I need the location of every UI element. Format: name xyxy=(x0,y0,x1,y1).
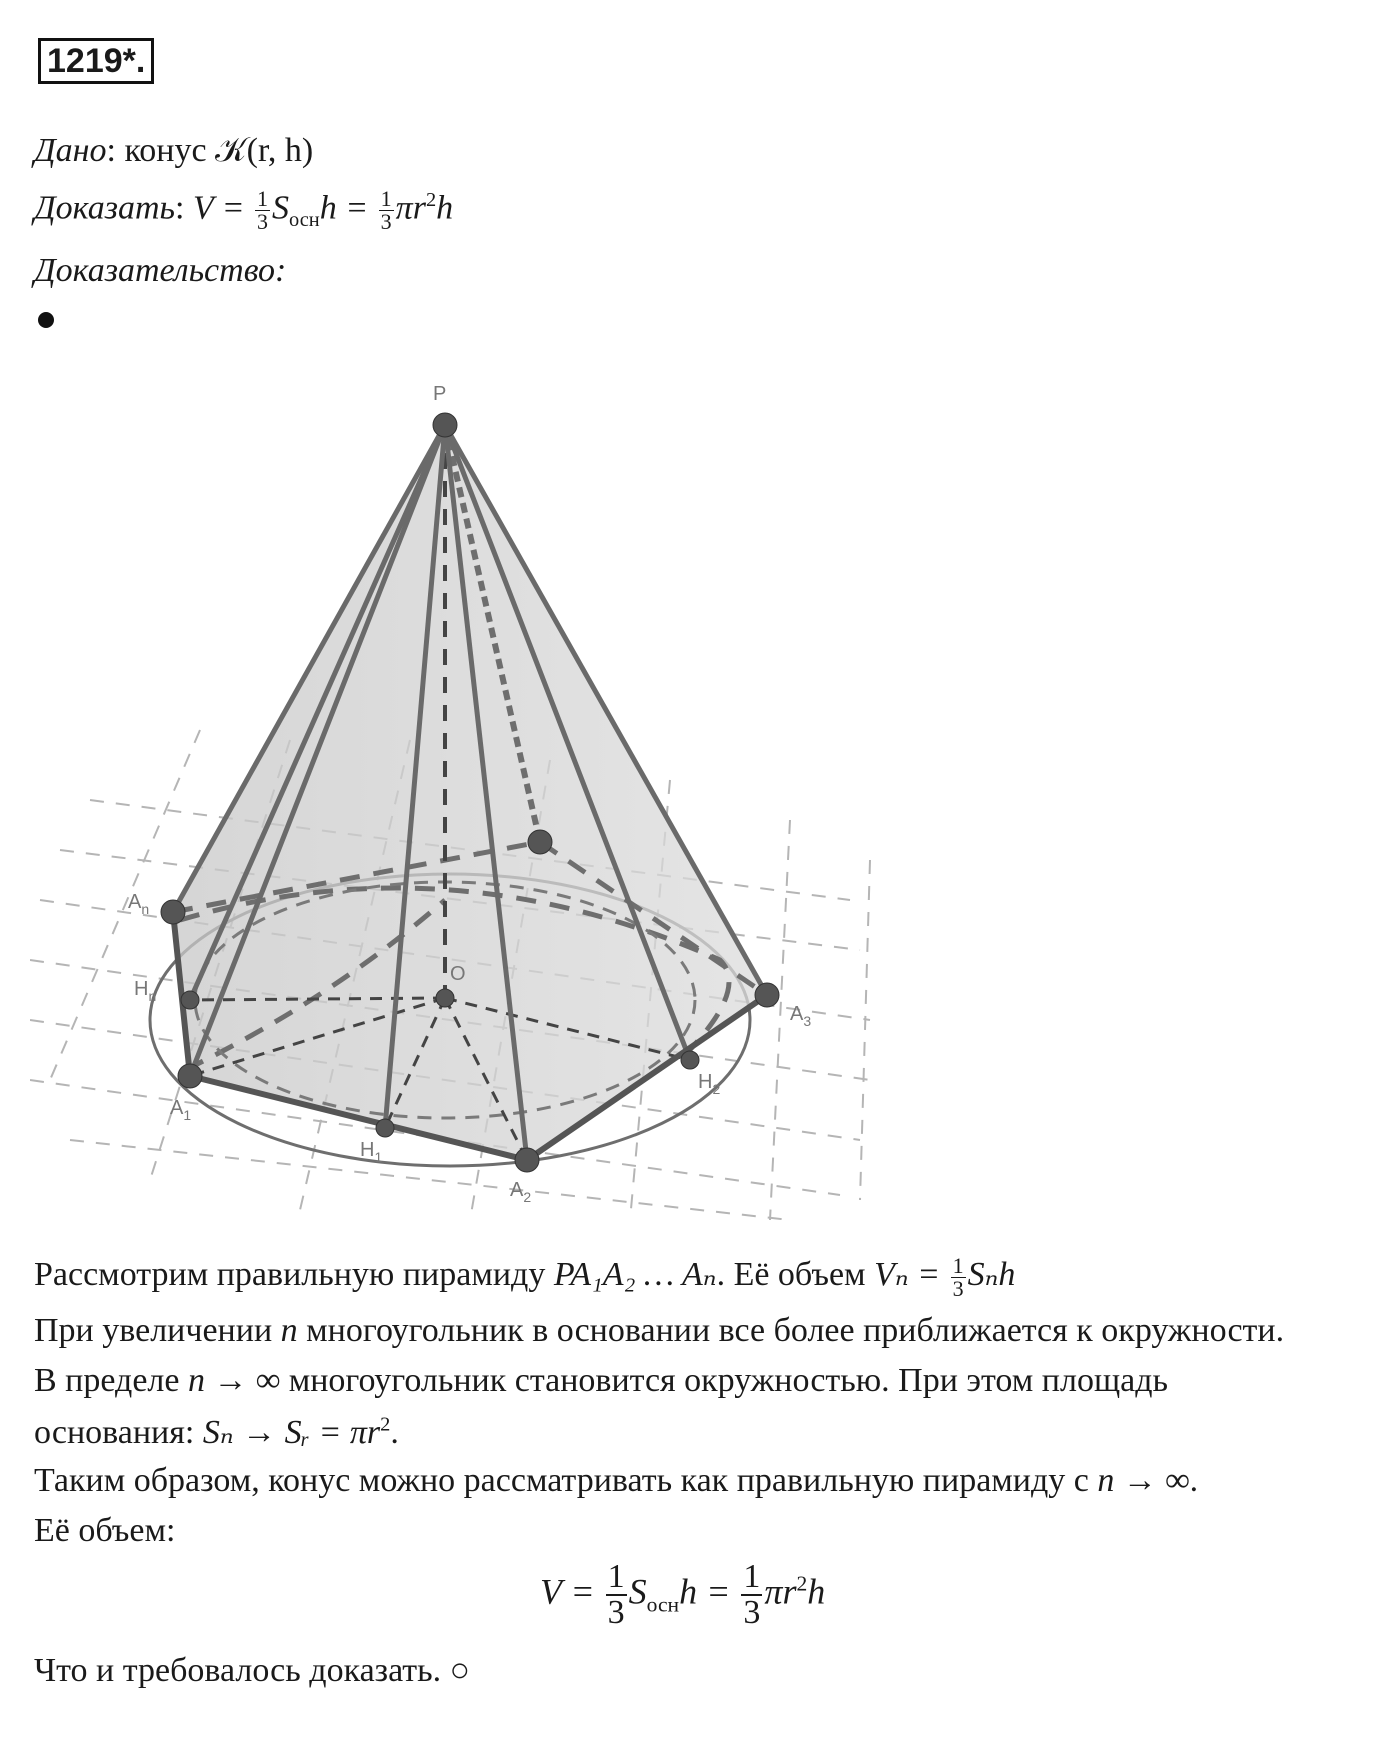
p1-fraction xyxy=(951,1252,966,1301)
p6-text: Её объем: xyxy=(34,1512,176,1549)
prove-label: Доказать xyxy=(34,189,175,227)
point-A1 xyxy=(178,1064,202,1088)
p1-end: Sₙh xyxy=(967,1256,1016,1293)
p1-frac-num: 1 xyxy=(952,1252,964,1278)
label-A3-main: A xyxy=(790,1003,804,1025)
label-An-main: A xyxy=(128,891,142,913)
prove-h: h xyxy=(436,189,454,227)
paragraph-4 xyxy=(34,1412,399,1452)
point-H1 xyxy=(376,1119,394,1137)
paragraph-5 xyxy=(34,1462,1198,1500)
bullet-dot xyxy=(38,312,54,328)
label-A1-main: A xyxy=(170,1097,184,1119)
final-pi-r: πr xyxy=(764,1571,797,1612)
final-formula xyxy=(540,1560,825,1630)
label-H2-sub: 2 xyxy=(712,1081,721,1097)
point-A2 xyxy=(515,1148,539,1172)
prove-exp: 2 xyxy=(425,188,437,211)
p5-end: . xyxy=(1189,1462,1199,1499)
final-h: h xyxy=(807,1571,826,1612)
point-O xyxy=(436,989,454,1007)
given-line: Дано: конус 𝒦(r, h) xyxy=(34,132,314,169)
prove-fraction-2 xyxy=(379,188,394,233)
given-label: Дано xyxy=(34,132,107,169)
prove-frac-num: 1 xyxy=(257,186,269,211)
p2-text-a: При увеличении xyxy=(34,1312,281,1349)
label-Hn-main: H xyxy=(134,978,149,1000)
label-A3 xyxy=(790,1003,811,1029)
given-text: конус 𝒦(r, h) xyxy=(124,132,314,169)
p1-formula: PA₁A₂ … Aₙ xyxy=(553,1256,717,1293)
p4-exp: 2 xyxy=(380,1413,391,1436)
p1-text-b: . Её объем xyxy=(716,1256,875,1293)
final-frac-den: 3 xyxy=(607,1594,625,1631)
prove-after-s: h = xyxy=(319,189,377,227)
prove-frac2-den: 3 xyxy=(380,209,392,234)
p4-end: . xyxy=(390,1414,399,1451)
p4-text-a: основания: xyxy=(34,1414,203,1451)
prove-pi-r: πr xyxy=(395,189,426,227)
p1-text-a: Рассмотрим правильную пирамиду xyxy=(34,1256,554,1293)
label-Hn-sub: n xyxy=(148,988,157,1004)
p5-n: n → ∞ xyxy=(1097,1462,1190,1499)
label-O: O xyxy=(450,963,466,985)
point-An xyxy=(161,900,185,924)
p2-text-b: многоугольник в основании все более приближается к окружности. xyxy=(297,1312,1285,1349)
final-exp: 2 xyxy=(796,1571,808,1596)
p1-frac-den: 3 xyxy=(952,1275,964,1301)
p2-n: n xyxy=(280,1312,298,1349)
label-A1 xyxy=(170,1097,191,1123)
label-A2 xyxy=(510,1179,531,1205)
prove-s: S xyxy=(272,189,290,227)
final-fraction-2 xyxy=(741,1560,762,1630)
label-P: P xyxy=(433,383,447,405)
point-H2 xyxy=(681,1051,699,1069)
label-A3-sub: 3 xyxy=(803,1013,812,1029)
final-frac2-num: 1 xyxy=(743,1558,761,1595)
label-Hn xyxy=(134,978,156,1004)
p1-vn: Vₙ = xyxy=(874,1256,949,1293)
pyramid-figure xyxy=(30,380,880,1220)
paragraph-2 xyxy=(34,1312,1284,1350)
final-s-sub: осн xyxy=(646,1592,680,1617)
final-s: S xyxy=(628,1571,647,1612)
prove-frac2-num: 1 xyxy=(380,186,392,211)
final-after-s: h = xyxy=(679,1571,740,1612)
prove-fraction xyxy=(255,188,270,233)
p5-text-a: Таким образом, конус можно рассматривать как правильную пирамиду с xyxy=(34,1462,1098,1499)
label-H1-sub: 1 xyxy=(374,1149,383,1165)
conclusion-text: Что и требовалось доказать. ○ xyxy=(34,1652,471,1689)
p3-text-a: В пределе xyxy=(34,1362,188,1399)
final-prefix: V = xyxy=(540,1571,604,1612)
p3-n: n → ∞ xyxy=(187,1362,281,1399)
prove-frac-den: 3 xyxy=(257,209,269,234)
prove-s-sub: осн xyxy=(289,209,320,232)
p4-formula: Sₙ → Sᵣ = πr xyxy=(202,1414,381,1451)
point-back xyxy=(528,830,552,854)
label-An xyxy=(128,891,149,917)
point-P xyxy=(433,413,457,437)
paragraph-1 xyxy=(34,1254,1015,1300)
final-fraction xyxy=(606,1560,627,1630)
paragraph-3 xyxy=(34,1362,1168,1400)
final-frac2-den: 3 xyxy=(743,1594,761,1631)
proof-label: Доказательство: xyxy=(34,252,287,289)
task-number: 1219*. xyxy=(38,38,154,84)
paragraph-6 xyxy=(34,1512,175,1550)
label-H2-main: H xyxy=(698,1071,713,1093)
prove-line: Доказать: V = $\frac{1}{3}$ $S_{осн}h$ = $\frac{1}{3}$ $\pi r^2h$ xyxy=(34,186,454,234)
p3-text-b: многоугольник становится окружностью. При этом площадь xyxy=(280,1362,1169,1399)
label-A2-sub: 2 xyxy=(523,1189,532,1205)
label-H1-main: H xyxy=(360,1139,375,1161)
conclusion xyxy=(34,1652,470,1690)
proof-label-text: Доказательство xyxy=(34,252,276,289)
point-A3 xyxy=(755,983,779,1007)
label-An-sub: n xyxy=(141,901,150,917)
point-Hn xyxy=(181,991,199,1009)
label-A2-main: A xyxy=(510,1179,524,1201)
final-frac-num: 1 xyxy=(607,1558,625,1595)
prove-formula-prefix: V = xyxy=(192,189,254,227)
label-A1-sub: 1 xyxy=(183,1107,192,1123)
